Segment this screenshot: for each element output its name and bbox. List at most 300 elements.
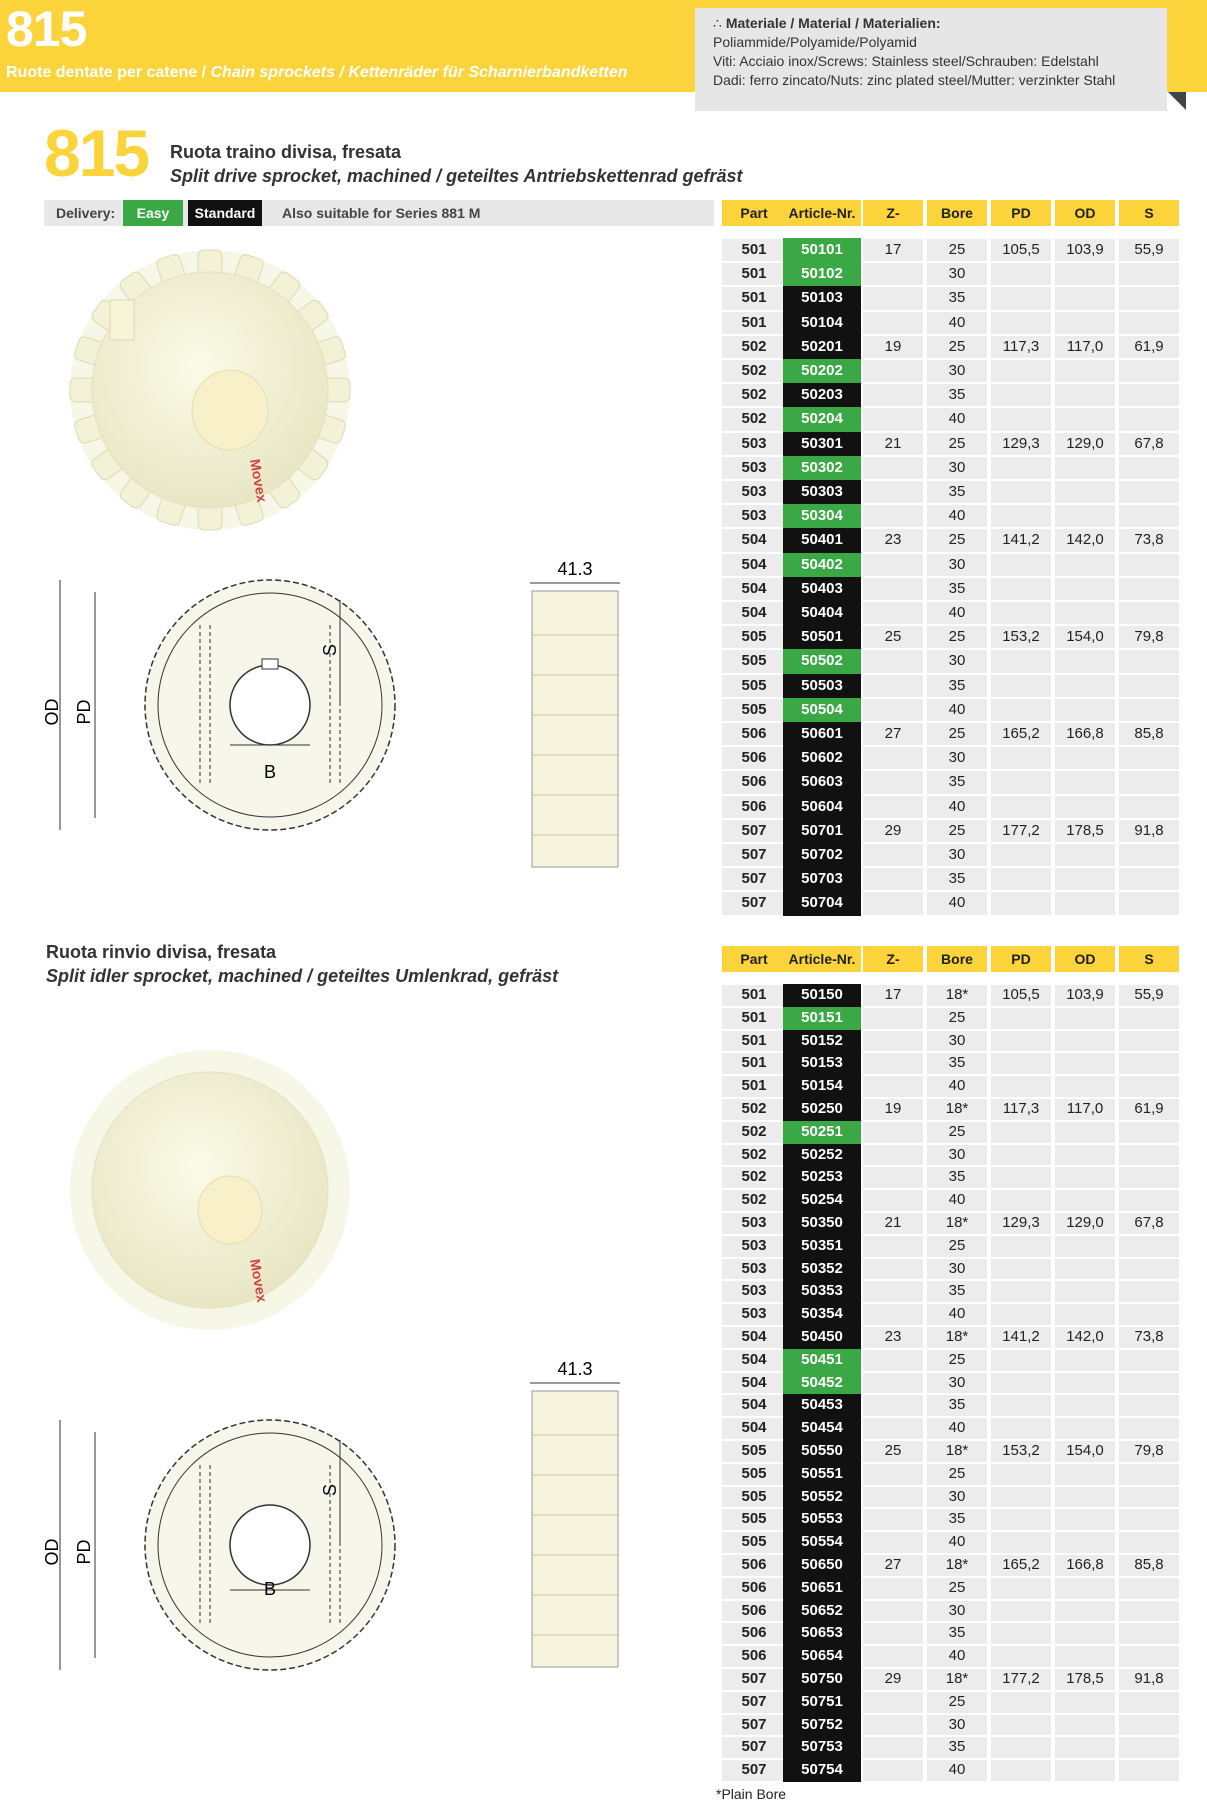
s-dimension: [1119, 1736, 1179, 1759]
material-box: [695, 8, 1167, 111]
article-number: 50553: [783, 1508, 861, 1531]
article-number: 50354: [783, 1303, 861, 1326]
outer-diameter: [1055, 1759, 1115, 1782]
part-number: 504: [741, 555, 767, 573]
idler-side-view: [520, 1355, 630, 1675]
bore: 30: [948, 1145, 966, 1163]
bore: 35: [948, 1168, 966, 1186]
outer-diameter: [1055, 1349, 1115, 1372]
teeth-count: [863, 1303, 923, 1326]
s-dimension: [1119, 1075, 1179, 1098]
article-number: 50604: [783, 795, 861, 819]
corner-triangle-icon: [1168, 92, 1186, 110]
teeth-count: [863, 1052, 923, 1075]
article-number: 50703: [783, 867, 861, 891]
bore: 35: [948, 579, 966, 597]
s-dimension: 55,9: [1134, 241, 1164, 258]
teeth-count: [863, 1577, 923, 1600]
outer-diameter: 154,0: [1066, 1442, 1104, 1459]
pitch-diameter: 117,3: [1002, 1100, 1040, 1117]
outer-diameter: [1055, 286, 1115, 310]
s-dimension: 67,8: [1134, 1214, 1164, 1231]
part-number: 501: [741, 289, 767, 307]
pitch-diameter: [991, 601, 1051, 625]
part-number: 504: [741, 1373, 767, 1391]
article-number: 50304: [783, 504, 861, 528]
outer-diameter: [1055, 1394, 1115, 1417]
outer-diameter: [1055, 1486, 1115, 1509]
outer-diameter: 129,0: [1066, 434, 1104, 452]
bore: 25: [948, 531, 966, 549]
article-number: 50303: [783, 480, 861, 504]
s-dimension: [1119, 1030, 1179, 1053]
pitch-diameter: 177,2: [1002, 821, 1040, 839]
bore: 18*: [945, 986, 969, 1003]
s-dimension: [1119, 649, 1179, 673]
teeth-count: 23: [884, 531, 902, 549]
part-number: 501: [741, 1054, 767, 1072]
table-header: OD: [1055, 946, 1115, 972]
part-number: 503: [741, 434, 767, 452]
part-number: 502: [741, 386, 767, 404]
table-header: Bore: [927, 946, 987, 972]
s-dimension: [1119, 1166, 1179, 1189]
outer-diameter: 117,0: [1066, 1100, 1104, 1117]
article-number: 50554: [783, 1531, 861, 1554]
s-dimension: 79,8: [1134, 628, 1164, 646]
table-header: Article-Nr.: [783, 946, 861, 972]
part-number: 502: [741, 362, 767, 379]
table-header: S: [1119, 200, 1179, 226]
teeth-count: 19: [884, 337, 902, 355]
s-dimension: [1119, 1144, 1179, 1167]
article-number: 50450: [783, 1326, 861, 1349]
drive-technical-drawing: [40, 540, 460, 870]
article-number: 50404: [783, 601, 861, 625]
dim-s-label: S: [320, 643, 340, 657]
article-number: 50401: [783, 528, 861, 552]
outer-diameter: [1055, 383, 1115, 407]
part-number: 501: [741, 1008, 767, 1026]
bore: 18*: [945, 1442, 969, 1459]
article-number: 50102: [783, 262, 861, 286]
part-number: 506: [741, 1601, 767, 1619]
outer-diameter: [1055, 843, 1115, 867]
s-dimension: [1119, 1121, 1179, 1144]
s-dimension: 73,8: [1134, 1328, 1164, 1345]
part-number: 503: [741, 1214, 767, 1231]
teeth-count: [863, 1463, 923, 1486]
teeth-count: [863, 1235, 923, 1258]
outer-diameter: 103,9: [1066, 986, 1104, 1003]
outer-diameter: [1055, 1007, 1115, 1030]
bore: 40: [948, 1419, 966, 1437]
s-dimension: [1119, 1645, 1179, 1668]
outer-diameter: [1055, 746, 1115, 770]
outer-diameter: [1055, 1166, 1115, 1189]
teeth-count: 27: [884, 725, 902, 742]
teeth-count: 21: [884, 434, 902, 452]
teeth-count: [863, 1645, 923, 1668]
pitch-diameter: [991, 843, 1051, 867]
pitch-diameter: 153,2: [1002, 1442, 1040, 1459]
s-dimension: [1119, 1622, 1179, 1645]
teeth-count: [863, 1075, 923, 1098]
dim-pd-label: PD: [74, 1539, 94, 1565]
article-number: 50451: [783, 1349, 861, 1372]
outer-diameter: [1055, 553, 1115, 577]
pitch-diameter: [991, 867, 1051, 891]
article-number: 50550: [783, 1440, 861, 1463]
part-number: 507: [741, 870, 767, 888]
teeth-count: [863, 1280, 923, 1303]
bore: 40: [948, 1533, 966, 1551]
part-number: 501: [741, 1077, 767, 1095]
part-number: 506: [741, 1624, 767, 1642]
s-dimension: [1119, 1349, 1179, 1372]
article-number: 50150: [783, 984, 861, 1007]
pitch-diameter: 129,3: [1002, 1214, 1040, 1231]
s-dimension: [1119, 577, 1179, 601]
bore: 25: [948, 1008, 966, 1026]
outer-diameter: [1055, 456, 1115, 480]
outer-diameter: [1055, 1303, 1115, 1326]
pitch-diameter: [991, 577, 1051, 601]
material-line: Dadi: ferro zincato/Nuts: zinc plated steel/Mutter: verzinkter Stahl: [713, 72, 1116, 88]
s-dimension: [1119, 698, 1179, 722]
outer-diameter: 166,8: [1066, 1556, 1104, 1573]
article-number: 50254: [783, 1189, 861, 1212]
s-dimension: [1119, 795, 1179, 819]
bore: 40: [948, 410, 966, 428]
bore: 25: [948, 1692, 966, 1710]
outer-diameter: [1055, 504, 1115, 528]
pitch-diameter: [991, 649, 1051, 673]
outer-diameter: [1055, 480, 1115, 504]
s-dimension: [1119, 1691, 1179, 1714]
s-dimension: [1119, 1417, 1179, 1440]
part-number: 506: [741, 773, 767, 791]
part-number: 506: [741, 1647, 767, 1665]
outer-diameter: [1055, 262, 1115, 286]
teeth-count: [863, 746, 923, 770]
pitch-diameter: 105,5: [1002, 241, 1040, 258]
dim-od-label: OD: [42, 1538, 62, 1566]
pitch-diameter: 129,3: [1002, 434, 1040, 452]
bore: 35: [948, 676, 966, 694]
part-number: 502: [741, 1168, 767, 1186]
outer-diameter: 117,0: [1066, 337, 1104, 355]
article-number: 50403: [783, 577, 861, 601]
pitch-diameter: [991, 359, 1051, 383]
part-number: 501: [741, 986, 767, 1003]
pitch-diameter: [991, 674, 1051, 698]
outer-diameter: [1055, 1075, 1115, 1098]
s-dimension: [1119, 1258, 1179, 1281]
pitch-diameter: [991, 383, 1051, 407]
outer-diameter: [1055, 795, 1115, 819]
bore: 30: [948, 1601, 966, 1619]
outer-diameter: [1055, 1144, 1115, 1167]
dim-b-label: B: [263, 762, 277, 782]
table-header: PD: [991, 200, 1051, 226]
article-number: 50501: [783, 625, 861, 649]
article-number: 50454: [783, 1417, 861, 1440]
pitch-diameter: [991, 698, 1051, 722]
part-number: 505: [741, 700, 767, 718]
s-dimension: [1119, 480, 1179, 504]
s-dimension: [1119, 407, 1179, 431]
outer-diameter: [1055, 1714, 1115, 1737]
outer-diameter: [1055, 649, 1115, 673]
bore: 40: [948, 507, 966, 525]
s-dimension: 61,9: [1134, 1100, 1164, 1117]
part-number: 507: [741, 821, 767, 839]
teeth-count: 27: [884, 1556, 902, 1573]
dim-s-label: S: [320, 1483, 340, 1497]
bore: 18*: [945, 1214, 969, 1231]
pitch-diameter: [991, 1531, 1051, 1554]
part-number: 507: [741, 1670, 767, 1687]
part-number: 501: [741, 241, 767, 258]
outer-diameter: [1055, 1736, 1115, 1759]
teeth-count: [863, 1349, 923, 1372]
pitch-diameter: [991, 795, 1051, 819]
part-number: 504: [741, 1396, 767, 1414]
bore: 35: [948, 773, 966, 791]
bore: 25: [948, 821, 966, 839]
teeth-count: [863, 1508, 923, 1531]
table-header: OD: [1055, 200, 1115, 226]
pitch-diameter: 177,2: [1002, 1670, 1040, 1687]
s-dimension: [1119, 1714, 1179, 1737]
s-dimension: 61,9: [1134, 337, 1164, 355]
s-dimension: [1119, 1280, 1179, 1303]
teeth-count: [863, 770, 923, 794]
article-number: 50252: [783, 1144, 861, 1167]
bore: 40: [948, 604, 966, 621]
teeth-count: [863, 407, 923, 431]
outer-diameter: [1055, 891, 1115, 915]
part-number: 507: [741, 846, 767, 863]
pitch-diameter: [991, 1622, 1051, 1645]
width-label: 41.3: [557, 559, 593, 579]
material-icon: ∴: [713, 15, 722, 31]
idler-title-en: Split idler sprocket, machined / geteiltes Umlenkrad, gefräst: [46, 966, 559, 986]
table-header: Part: [722, 200, 786, 226]
bore: 35: [948, 386, 966, 404]
s-dimension: [1119, 1372, 1179, 1395]
part-number: 502: [741, 1100, 767, 1117]
s-dimension: 85,8: [1134, 725, 1164, 742]
s-dimension: [1119, 1463, 1179, 1486]
part-number: 507: [741, 1715, 767, 1733]
outer-diameter: [1055, 1577, 1115, 1600]
article-number: 50350: [783, 1212, 861, 1235]
pitch-diameter: 105,5: [1002, 986, 1040, 1003]
article-number: 50452: [783, 1372, 861, 1395]
part-number: 504: [741, 1419, 767, 1437]
bore: 25: [948, 1350, 966, 1368]
outer-diameter: [1055, 1622, 1115, 1645]
pitch-diameter: [991, 1759, 1051, 1782]
part-number: 502: [741, 1191, 767, 1209]
pitch-diameter: 165,2: [1002, 725, 1040, 742]
outer-diameter: [1055, 674, 1115, 698]
article-number: 50551: [783, 1463, 861, 1486]
s-dimension: [1119, 601, 1179, 625]
part-number: 506: [741, 1578, 767, 1596]
teeth-count: [863, 1189, 923, 1212]
outer-diameter: 142,0: [1066, 1328, 1104, 1345]
pitch-diameter: [991, 1075, 1051, 1098]
pitch-diameter: [991, 1394, 1051, 1417]
pitch-diameter: [991, 746, 1051, 770]
standard-badge: Standard: [188, 200, 262, 226]
article-number: 50253: [783, 1166, 861, 1189]
outer-diameter: [1055, 1189, 1115, 1212]
teeth-count: [863, 1600, 923, 1623]
pitch-diameter: [991, 1372, 1051, 1395]
teeth-count: [863, 1144, 923, 1167]
bore: 30: [948, 362, 966, 379]
bore: 40: [948, 313, 966, 331]
article-number: 50753: [783, 1736, 861, 1759]
part-number: 503: [741, 507, 767, 525]
bore: 35: [948, 1510, 966, 1528]
teeth-count: [863, 311, 923, 335]
bore: 30: [948, 1487, 966, 1505]
material-line: Viti: Acciaio inox/Screws: Stainless steel/Schrauben: Edelstahl: [713, 53, 1099, 69]
bore: 18*: [945, 1670, 969, 1687]
outer-diameter: [1055, 1052, 1115, 1075]
bore: 25: [948, 241, 966, 258]
bore: 30: [948, 555, 966, 573]
bore: 30: [948, 1259, 966, 1277]
easy-badge: Easy: [123, 200, 183, 226]
article-number: 50502: [783, 649, 861, 673]
pitch-diameter: [991, 1417, 1051, 1440]
part-number: 504: [741, 1350, 767, 1368]
s-dimension: [1119, 891, 1179, 915]
pitch-diameter: [991, 286, 1051, 310]
article-number: 50751: [783, 1691, 861, 1714]
article-number: 50603: [783, 770, 861, 794]
s-dimension: [1119, 843, 1179, 867]
idler-sprocket-photo: [60, 1040, 360, 1350]
bore: 40: [948, 1077, 966, 1095]
part-number: 504: [741, 1328, 767, 1345]
pitch-diameter: [991, 1121, 1051, 1144]
pitch-diameter: [991, 1508, 1051, 1531]
teeth-count: 23: [884, 1328, 902, 1345]
teeth-count: [863, 1417, 923, 1440]
pitch-diameter: 141,2: [1002, 531, 1040, 549]
s-dimension: [1119, 1577, 1179, 1600]
part-number: 507: [741, 1738, 767, 1756]
teeth-count: [863, 674, 923, 698]
article-number: 50704: [783, 891, 861, 915]
teeth-count: [863, 359, 923, 383]
pitch-diameter: [991, 1600, 1051, 1623]
part-number: 506: [741, 797, 767, 815]
pitch-diameter: [991, 504, 1051, 528]
bore: 40: [948, 1305, 966, 1323]
outer-diameter: [1055, 1531, 1115, 1554]
s-dimension: 91,8: [1134, 1670, 1164, 1687]
part-number: 504: [741, 579, 767, 597]
s-dimension: [1119, 1303, 1179, 1326]
teeth-count: [863, 1486, 923, 1509]
also-suitable-note: Also suitable for Series 881 M: [282, 205, 481, 221]
pitch-diameter: [991, 1030, 1051, 1053]
outer-diameter: [1055, 359, 1115, 383]
bore: 30: [948, 846, 966, 863]
outer-diameter: [1055, 601, 1115, 625]
pitch-diameter: [991, 1691, 1051, 1714]
teeth-count: [863, 795, 923, 819]
teeth-count: [863, 480, 923, 504]
bore: 40: [948, 1761, 966, 1779]
pitch-diameter: [991, 1144, 1051, 1167]
teeth-count: 25: [884, 628, 902, 646]
s-dimension: 79,8: [1134, 1442, 1164, 1459]
teeth-count: [863, 1736, 923, 1759]
article-number: 50650: [783, 1554, 861, 1577]
article-number: 50752: [783, 1714, 861, 1737]
pitch-diameter: [991, 1235, 1051, 1258]
pitch-diameter: [991, 1463, 1051, 1486]
article-number: 50154: [783, 1075, 861, 1098]
teeth-count: [863, 262, 923, 286]
part-number: 505: [741, 1510, 767, 1528]
pitch-diameter: [991, 1189, 1051, 1212]
teeth-count: [863, 649, 923, 673]
part-number: 505: [741, 1533, 767, 1551]
s-dimension: [1119, 359, 1179, 383]
pitch-diameter: [991, 1714, 1051, 1737]
footnote: *Plain Bore: [716, 1786, 787, 1802]
s-dimension: 55,9: [1134, 986, 1164, 1003]
bore: 25: [948, 1464, 966, 1482]
outer-diameter: [1055, 867, 1115, 891]
idler-technical-drawing: [40, 1380, 460, 1710]
bore: 30: [948, 458, 966, 476]
article-number: 50352: [783, 1258, 861, 1281]
drive-side-view: [520, 555, 630, 875]
s-dimension: [1119, 383, 1179, 407]
s-dimension: [1119, 456, 1179, 480]
pitch-diameter: [991, 1303, 1051, 1326]
drive-title-it: Ruota traino divisa, fresata: [170, 142, 402, 162]
teeth-count: 17: [884, 986, 902, 1003]
bore: 35: [948, 1396, 966, 1414]
article-number: 50651: [783, 1577, 861, 1600]
teeth-count: [863, 1258, 923, 1281]
outer-diameter: 178,5: [1066, 1670, 1104, 1687]
teeth-count: [863, 1622, 923, 1645]
teeth-count: [863, 843, 923, 867]
pitch-diameter: [991, 1166, 1051, 1189]
delivery-label: Delivery:: [56, 205, 116, 221]
pitch-diameter: [991, 1052, 1051, 1075]
dim-b-label: B: [263, 1579, 277, 1599]
teeth-count: [863, 891, 923, 915]
s-dimension: [1119, 1189, 1179, 1212]
outer-diameter: [1055, 698, 1115, 722]
article-number: 50602: [783, 746, 861, 770]
part-number: 506: [741, 1556, 767, 1573]
